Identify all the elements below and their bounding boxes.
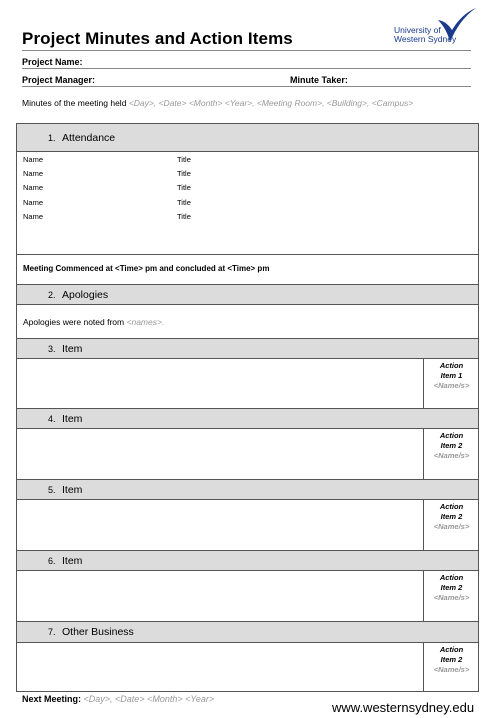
section-other-business (17, 621, 478, 643)
action-names: <Name/s> (433, 593, 470, 602)
attendee-name: Name (23, 183, 44, 192)
university-logo (392, 6, 482, 50)
section-label: Other Business (62, 626, 134, 638)
action-item-1 (423, 358, 479, 409)
section-number: 7. (48, 627, 56, 637)
action-number: Item 1 (440, 371, 463, 380)
action-item-2 (423, 642, 479, 691)
minute-taker-label: Minute Taker: (290, 75, 348, 85)
section-label: Item (62, 554, 83, 567)
action-item-2 (423, 570, 479, 622)
title-rule (22, 50, 471, 51)
section-number: 5. (48, 484, 56, 495)
section-label: Item (62, 412, 83, 425)
attendee-name: Name (23, 198, 44, 207)
section-label: Item (62, 483, 83, 496)
minutes-held-label: Minutes of the meeting held (22, 98, 127, 108)
website-url: www.westernsydney.edu (332, 700, 475, 715)
logo-line-2: Western Sydney (394, 34, 457, 44)
action-item-2 (423, 499, 479, 551)
project-manager-label: Project Manager: (22, 75, 96, 85)
section-label: Item (62, 342, 83, 355)
project-name-rule (22, 68, 471, 69)
section-label: Apologies (62, 288, 109, 301)
section-number: 6. (48, 555, 56, 566)
meeting-commenced-text: Meeting Commenced at <Time> pm and concluded at <Time> pm (23, 264, 270, 273)
project-name-label: Project Name: (22, 57, 83, 67)
minutes-held-placeholders: <Day>, <Date> <Month> <Year>, <Meeting Room>, <Building>, <Campus> (128, 98, 414, 108)
next-meeting-placeholders: <Day>, <Date> <Month> <Year> (83, 694, 215, 704)
action-label: Action (439, 645, 464, 654)
section-label: Attendance (62, 131, 116, 144)
action-item-2 (423, 428, 479, 480)
next-meeting (22, 694, 214, 704)
attendee-name: Name (23, 155, 44, 164)
attendee-title: Title (177, 169, 191, 178)
apologies-text (23, 317, 164, 327)
action-number: Item 2 (440, 583, 463, 592)
section-item-6 (17, 550, 478, 571)
attendee-title: Title (177, 198, 191, 207)
attendee-title: Title (177, 155, 191, 164)
divider (17, 254, 478, 255)
minutes-held-line (22, 98, 413, 108)
action-label: Action (439, 573, 464, 582)
logo-line-1: University of (394, 25, 441, 35)
next-meeting-label: Next Meeting: (22, 694, 82, 704)
action-number: Item 2 (440, 512, 463, 521)
action-number: Item 2 (440, 441, 463, 450)
minutes-table (16, 123, 479, 692)
section-number: 4. (48, 413, 56, 424)
action-label: Action (439, 502, 464, 511)
section-item-5 (17, 479, 478, 500)
attendee-title: Title (177, 212, 191, 221)
section-item-4 (17, 408, 478, 429)
section-apologies (17, 284, 478, 305)
attendee-name: Name (23, 212, 44, 221)
section-number: 3. (48, 343, 56, 354)
attendee-title: Title (177, 183, 191, 192)
apologies-label: Apologies were noted from (23, 317, 125, 327)
action-number: Item 2 (440, 655, 463, 664)
action-names: <Name/s> (433, 381, 470, 390)
attendee-name: Name (23, 169, 44, 178)
action-label: Action (439, 431, 464, 440)
section-number: 1. (48, 132, 56, 143)
manager-rule (22, 86, 471, 87)
action-names: <Name/s> (433, 665, 470, 674)
university-crest-icon (430, 6, 480, 46)
section-number: 2. (48, 289, 56, 300)
action-names: <Name/s> (433, 451, 470, 460)
apologies-placeholder: <names>. (126, 317, 165, 327)
action-label: Action (439, 361, 464, 370)
section-attendance (17, 124, 478, 152)
action-names: <Name/s> (433, 522, 470, 531)
section-item-3 (17, 338, 478, 359)
document-title: Project Minutes and Action Items (22, 29, 293, 48)
